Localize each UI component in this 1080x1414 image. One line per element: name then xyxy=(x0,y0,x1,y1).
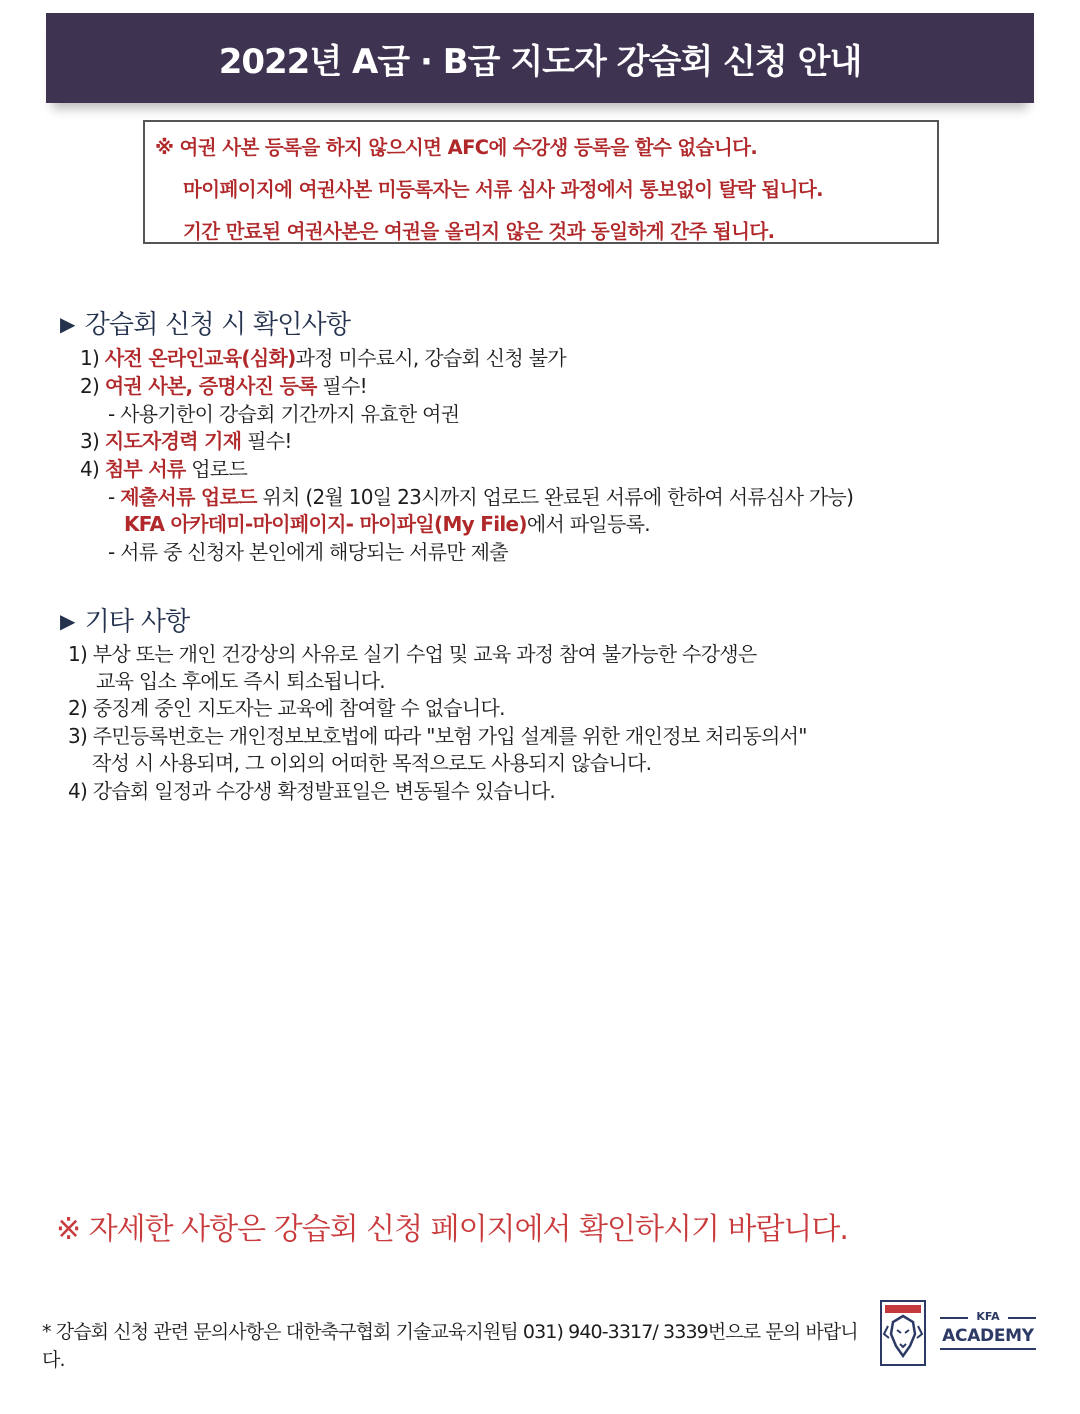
kfa-academy-logo xyxy=(938,1310,1038,1358)
check-item-4-sub-1 xyxy=(108,481,853,510)
item-text: 에서 파일등록. xyxy=(526,512,650,536)
item-text: 위치 (2월 10일 23시까지 업로드 완료된 서류에 한하여 서류심사 가능) xyxy=(256,485,854,509)
check-item-4-sub-3: - 서류 중 신청자 본인에게 해당되는 서류만 제출 xyxy=(108,540,508,564)
section-title-application-check xyxy=(60,304,350,341)
item-highlight: 여권 사본, 증명사진 등록 xyxy=(104,374,317,398)
kfa-emblem-icon xyxy=(880,1300,926,1366)
section-title-other xyxy=(60,601,189,638)
other-line-5: 작성 시 사용되며, 그 이외의 어떠한 목적으로도 사용되지 않습니다. xyxy=(92,751,652,775)
check-item-2 xyxy=(80,370,367,399)
item-dash: - xyxy=(108,485,121,509)
triangle-bullet-icon: ▶ xyxy=(60,312,75,336)
logo-underline xyxy=(940,1348,1036,1350)
other-line-3: 2) 중징계 중인 지도자는 교육에 참여할 수 없습니다. xyxy=(68,696,505,720)
other-line-4: 3) 주민등록번호는 개인정보보호법에 따라 "보험 가입 설계를 위한 개인정보 처리동의서" xyxy=(68,724,807,748)
notice-line-1: ※ 여권 사본 등록을 하지 않으시면 AFC에 수강생 등록을 할수 없습니다. xyxy=(155,136,758,159)
item-number: 4) xyxy=(80,457,100,481)
section-title-text: 기타 사항 xyxy=(84,607,190,637)
check-item-2-sub: - 사용기한이 강습회 기간까지 유효한 여권 xyxy=(108,402,460,426)
triangle-bullet-icon: ▶ xyxy=(60,609,75,633)
item-number: 3) xyxy=(80,429,100,453)
contact-info: * 강습회 신청 관련 문의사항은 대한축구협회 기술교육지원팀 031) 940-3317/ 3339번으로 문의 바랍니다. xyxy=(42,1321,858,1371)
other-line-6: 4) 강습회 일정과 수강생 확정발표일은 변동될수 있습니다. xyxy=(68,779,555,803)
item-text: 필수! xyxy=(241,429,292,453)
other-line-2: 교육 입소 후에도 즉시 퇴소됩니다. xyxy=(96,669,385,693)
item-highlight: 제출서류 업로드 xyxy=(120,485,257,509)
page-title: 2022년 A급 · B급 지도자 강습회 신청 안내 xyxy=(218,41,862,82)
notice-line-3: 기간 만료된 여권사본은 여권을 올리지 않은 것과 동일하게 간주 됩니다. xyxy=(183,220,775,243)
logo-kfa-text: KFA xyxy=(938,1310,1038,1323)
item-number: 1) xyxy=(80,346,100,370)
notice-line-2: 마이페이지에 여권사본 미등록자는 서류 심사 과정에서 통보없이 탈락 됩니다. xyxy=(183,178,823,201)
item-number: 2) xyxy=(80,374,100,398)
logo-academy-text: ACADEMY xyxy=(942,1326,1034,1346)
item-highlight: 사전 온라인교육(심화) xyxy=(104,346,296,370)
passport-notice-box xyxy=(143,120,939,244)
item-text: 필수! xyxy=(316,374,367,398)
item-highlight: 지도자경력 기재 xyxy=(104,429,242,453)
item-text: 과정 미수료시, 강습회 신청 불가 xyxy=(295,346,566,370)
check-item-1 xyxy=(80,342,566,371)
check-item-4-sub-2 xyxy=(124,508,650,537)
check-item-4 xyxy=(80,453,247,482)
header-banner xyxy=(46,13,1034,103)
other-line-1: 1) 부상 또는 개인 건강상의 사유로 실기 수업 및 교육 과정 참여 불가능한 수강생은 xyxy=(68,642,757,666)
item-highlight: 첨부 서류 xyxy=(104,457,186,481)
item-highlight: KFA 아카데미-마이페이지- 마이파일(My File) xyxy=(124,512,527,536)
detail-notice: ※ 자세한 사항은 강습회 신청 페이지에서 확인하시기 바랍니다. xyxy=(56,1212,848,1247)
item-text: 업로드 xyxy=(185,457,248,481)
check-item-3 xyxy=(80,425,292,454)
section-title-text: 강습회 신청 시 확인사항 xyxy=(84,310,351,340)
